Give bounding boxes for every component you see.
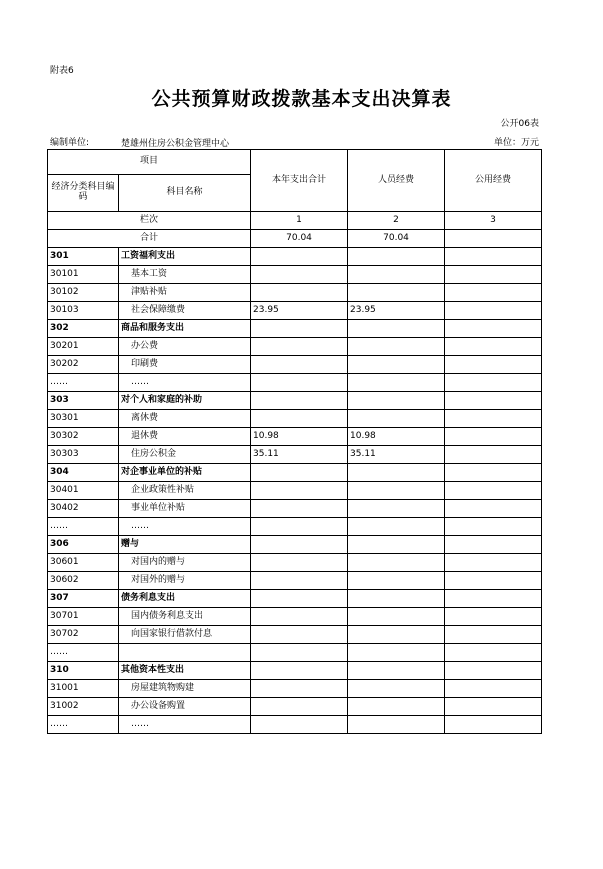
row-total bbox=[251, 248, 348, 266]
row-code: 30301 bbox=[48, 410, 119, 428]
table-row bbox=[48, 536, 542, 554]
sum-public bbox=[445, 230, 542, 248]
table-row bbox=[48, 590, 542, 608]
row-public bbox=[445, 356, 542, 374]
table-row bbox=[48, 698, 542, 716]
row-name: 对企事业单位的补贴 bbox=[119, 464, 251, 482]
table-row bbox=[48, 626, 542, 644]
row-public bbox=[445, 662, 542, 680]
row-code: 31001 bbox=[48, 680, 119, 698]
row-personnel bbox=[348, 608, 445, 626]
row-code: …… bbox=[48, 374, 119, 392]
table-row bbox=[48, 500, 542, 518]
column-index-row bbox=[48, 212, 542, 230]
row-public bbox=[445, 608, 542, 626]
row-name: 其他资本性支出 bbox=[119, 662, 251, 680]
row-name: 商品和服务支出 bbox=[119, 320, 251, 338]
row-total bbox=[251, 284, 348, 302]
row-personnel bbox=[348, 644, 445, 662]
row-public bbox=[445, 716, 542, 734]
row-personnel bbox=[348, 536, 445, 554]
sum-label: 合计 bbox=[48, 230, 251, 248]
table-row bbox=[48, 338, 542, 356]
page-title: 公共预算财政拨款基本支出决算表 bbox=[151, 88, 452, 110]
row-total bbox=[251, 320, 348, 338]
table-row bbox=[48, 356, 542, 374]
row-total bbox=[251, 662, 348, 680]
row-total bbox=[251, 338, 348, 356]
sum-personnel: 70.04 bbox=[348, 230, 445, 248]
header-name: 科目名称 bbox=[119, 175, 251, 212]
row-personnel bbox=[348, 266, 445, 284]
row-name: 事业单位补贴 bbox=[119, 500, 251, 518]
table-row bbox=[48, 662, 542, 680]
row-name: 离休费 bbox=[119, 410, 251, 428]
row-personnel: 10.98 bbox=[348, 428, 445, 446]
table-row bbox=[48, 464, 542, 482]
row-personnel bbox=[348, 284, 445, 302]
row-total bbox=[251, 644, 348, 662]
row-code: 30201 bbox=[48, 338, 119, 356]
attachment-label: 附表6 bbox=[50, 66, 74, 76]
sum-row bbox=[48, 230, 542, 248]
row-name: 住房公积金 bbox=[119, 446, 251, 464]
row-total bbox=[251, 392, 348, 410]
row-name: 工资福利支出 bbox=[119, 248, 251, 266]
row-name: 对个人和家庭的补助 bbox=[119, 392, 251, 410]
row-public bbox=[445, 374, 542, 392]
row-name: 社会保障缴费 bbox=[119, 302, 251, 320]
row-code: 306 bbox=[48, 536, 119, 554]
row-total bbox=[251, 554, 348, 572]
table-row bbox=[48, 392, 542, 410]
table-row bbox=[48, 374, 542, 392]
row-public bbox=[445, 338, 542, 356]
row-name: 对国内的赠与 bbox=[119, 554, 251, 572]
row-code: 30303 bbox=[48, 446, 119, 464]
row-code: …… bbox=[48, 716, 119, 734]
header-public: 公用经费 bbox=[445, 150, 542, 212]
table-row bbox=[48, 428, 542, 446]
row-public bbox=[445, 320, 542, 338]
table-row bbox=[48, 302, 542, 320]
row-code: …… bbox=[48, 518, 119, 536]
row-name: …… bbox=[119, 518, 251, 536]
row-personnel bbox=[348, 338, 445, 356]
column-index-1: 1 bbox=[251, 212, 348, 230]
row-personnel bbox=[348, 662, 445, 680]
header-row-1 bbox=[48, 150, 542, 175]
row-name: 债务利息支出 bbox=[119, 590, 251, 608]
row-public bbox=[445, 266, 542, 284]
table-row bbox=[48, 554, 542, 572]
row-public bbox=[445, 446, 542, 464]
table-row bbox=[48, 518, 542, 536]
row-public bbox=[445, 392, 542, 410]
row-total bbox=[251, 500, 348, 518]
table-row bbox=[48, 572, 542, 590]
row-public bbox=[445, 428, 542, 446]
row-public bbox=[445, 536, 542, 554]
row-public bbox=[445, 500, 542, 518]
row-total: 35.11 bbox=[251, 446, 348, 464]
row-total bbox=[251, 590, 348, 608]
table-row bbox=[48, 410, 542, 428]
row-personnel bbox=[348, 698, 445, 716]
row-name: …… bbox=[119, 716, 251, 734]
row-code: 30401 bbox=[48, 482, 119, 500]
org-label: 编制单位: bbox=[50, 138, 90, 148]
row-code: 30402 bbox=[48, 500, 119, 518]
row-personnel bbox=[348, 626, 445, 644]
expenditure-table bbox=[47, 149, 542, 734]
row-total bbox=[251, 626, 348, 644]
row-total bbox=[251, 266, 348, 284]
sum-total: 70.04 bbox=[251, 230, 348, 248]
row-total: 10.98 bbox=[251, 428, 348, 446]
row-total bbox=[251, 536, 348, 554]
org-name: 楚雄州住房公积金管理中心 bbox=[121, 139, 230, 149]
table-row bbox=[48, 716, 542, 734]
row-personnel bbox=[348, 572, 445, 590]
row-public bbox=[445, 302, 542, 320]
table-row bbox=[48, 644, 542, 662]
row-public bbox=[445, 698, 542, 716]
row-public bbox=[445, 554, 542, 572]
row-code: 302 bbox=[48, 320, 119, 338]
row-total bbox=[251, 374, 348, 392]
row-total bbox=[251, 356, 348, 374]
row-code: 30701 bbox=[48, 608, 119, 626]
table-row bbox=[48, 446, 542, 464]
row-total bbox=[251, 572, 348, 590]
row-code: 30601 bbox=[48, 554, 119, 572]
row-personnel bbox=[348, 248, 445, 266]
row-code: 307 bbox=[48, 590, 119, 608]
table-row bbox=[48, 482, 542, 500]
row-name: 房屋建筑物购建 bbox=[119, 680, 251, 698]
row-code: 31002 bbox=[48, 698, 119, 716]
row-total bbox=[251, 482, 348, 500]
row-name: 对国外的赠与 bbox=[119, 572, 251, 590]
row-personnel: 35.11 bbox=[348, 446, 445, 464]
unit-label: 单位：万元 bbox=[493, 138, 539, 148]
table-row bbox=[48, 320, 542, 338]
row-code: 30103 bbox=[48, 302, 119, 320]
row-code: 30702 bbox=[48, 626, 119, 644]
header-total: 本年支出合计 bbox=[251, 150, 348, 212]
table-row bbox=[48, 248, 542, 266]
table-row bbox=[48, 608, 542, 626]
row-personnel bbox=[348, 590, 445, 608]
row-code: 304 bbox=[48, 464, 119, 482]
row-public bbox=[445, 410, 542, 428]
row-total bbox=[251, 518, 348, 536]
row-name bbox=[119, 644, 251, 662]
row-public bbox=[445, 680, 542, 698]
row-code: 301 bbox=[48, 248, 119, 266]
row-name: 办公费 bbox=[119, 338, 251, 356]
row-name: 企业政策性补贴 bbox=[119, 482, 251, 500]
row-personnel bbox=[348, 320, 445, 338]
row-personnel bbox=[348, 716, 445, 734]
row-name: 退休费 bbox=[119, 428, 251, 446]
row-public bbox=[445, 626, 542, 644]
row-personnel bbox=[348, 500, 445, 518]
row-public bbox=[445, 644, 542, 662]
row-name: 办公设备购置 bbox=[119, 698, 251, 716]
row-code: 30202 bbox=[48, 356, 119, 374]
row-code: …… bbox=[48, 644, 119, 662]
table-row bbox=[48, 680, 542, 698]
row-name: 赠与 bbox=[119, 536, 251, 554]
row-personnel bbox=[348, 464, 445, 482]
row-total bbox=[251, 464, 348, 482]
header-item: 项目 bbox=[48, 150, 251, 175]
table-number: 公开06表 bbox=[500, 119, 539, 129]
row-name: 国内债务利息支出 bbox=[119, 608, 251, 626]
row-personnel bbox=[348, 482, 445, 500]
row-code: 30602 bbox=[48, 572, 119, 590]
row-name: 津贴补贴 bbox=[119, 284, 251, 302]
row-name: 基本工资 bbox=[119, 266, 251, 284]
header-code: 经济分类科目编码 bbox=[48, 175, 119, 212]
row-code: 310 bbox=[48, 662, 119, 680]
row-public bbox=[445, 284, 542, 302]
header-personnel: 人员经费 bbox=[348, 150, 445, 212]
row-personnel bbox=[348, 356, 445, 374]
row-personnel bbox=[348, 554, 445, 572]
table-row bbox=[48, 284, 542, 302]
row-personnel bbox=[348, 518, 445, 536]
row-total bbox=[251, 698, 348, 716]
row-total: 23.95 bbox=[251, 302, 348, 320]
row-public bbox=[445, 590, 542, 608]
row-name: 向国家银行借款付息 bbox=[119, 626, 251, 644]
table-row bbox=[48, 266, 542, 284]
row-public bbox=[445, 248, 542, 266]
row-total bbox=[251, 680, 348, 698]
row-personnel bbox=[348, 680, 445, 698]
row-code: 30302 bbox=[48, 428, 119, 446]
row-total bbox=[251, 608, 348, 626]
row-public bbox=[445, 518, 542, 536]
row-name: …… bbox=[119, 374, 251, 392]
row-code: 30101 bbox=[48, 266, 119, 284]
row-name: 印刷费 bbox=[119, 356, 251, 374]
row-total bbox=[251, 410, 348, 428]
row-personnel: 23.95 bbox=[348, 302, 445, 320]
row-personnel bbox=[348, 374, 445, 392]
column-index-3: 3 bbox=[445, 212, 542, 230]
column-index-label: 栏次 bbox=[48, 212, 251, 230]
row-code: 303 bbox=[48, 392, 119, 410]
row-total bbox=[251, 716, 348, 734]
column-index-2: 2 bbox=[348, 212, 445, 230]
row-personnel bbox=[348, 410, 445, 428]
row-personnel bbox=[348, 392, 445, 410]
row-public bbox=[445, 572, 542, 590]
row-public bbox=[445, 482, 542, 500]
row-code: 30102 bbox=[48, 284, 119, 302]
row-public bbox=[445, 464, 542, 482]
